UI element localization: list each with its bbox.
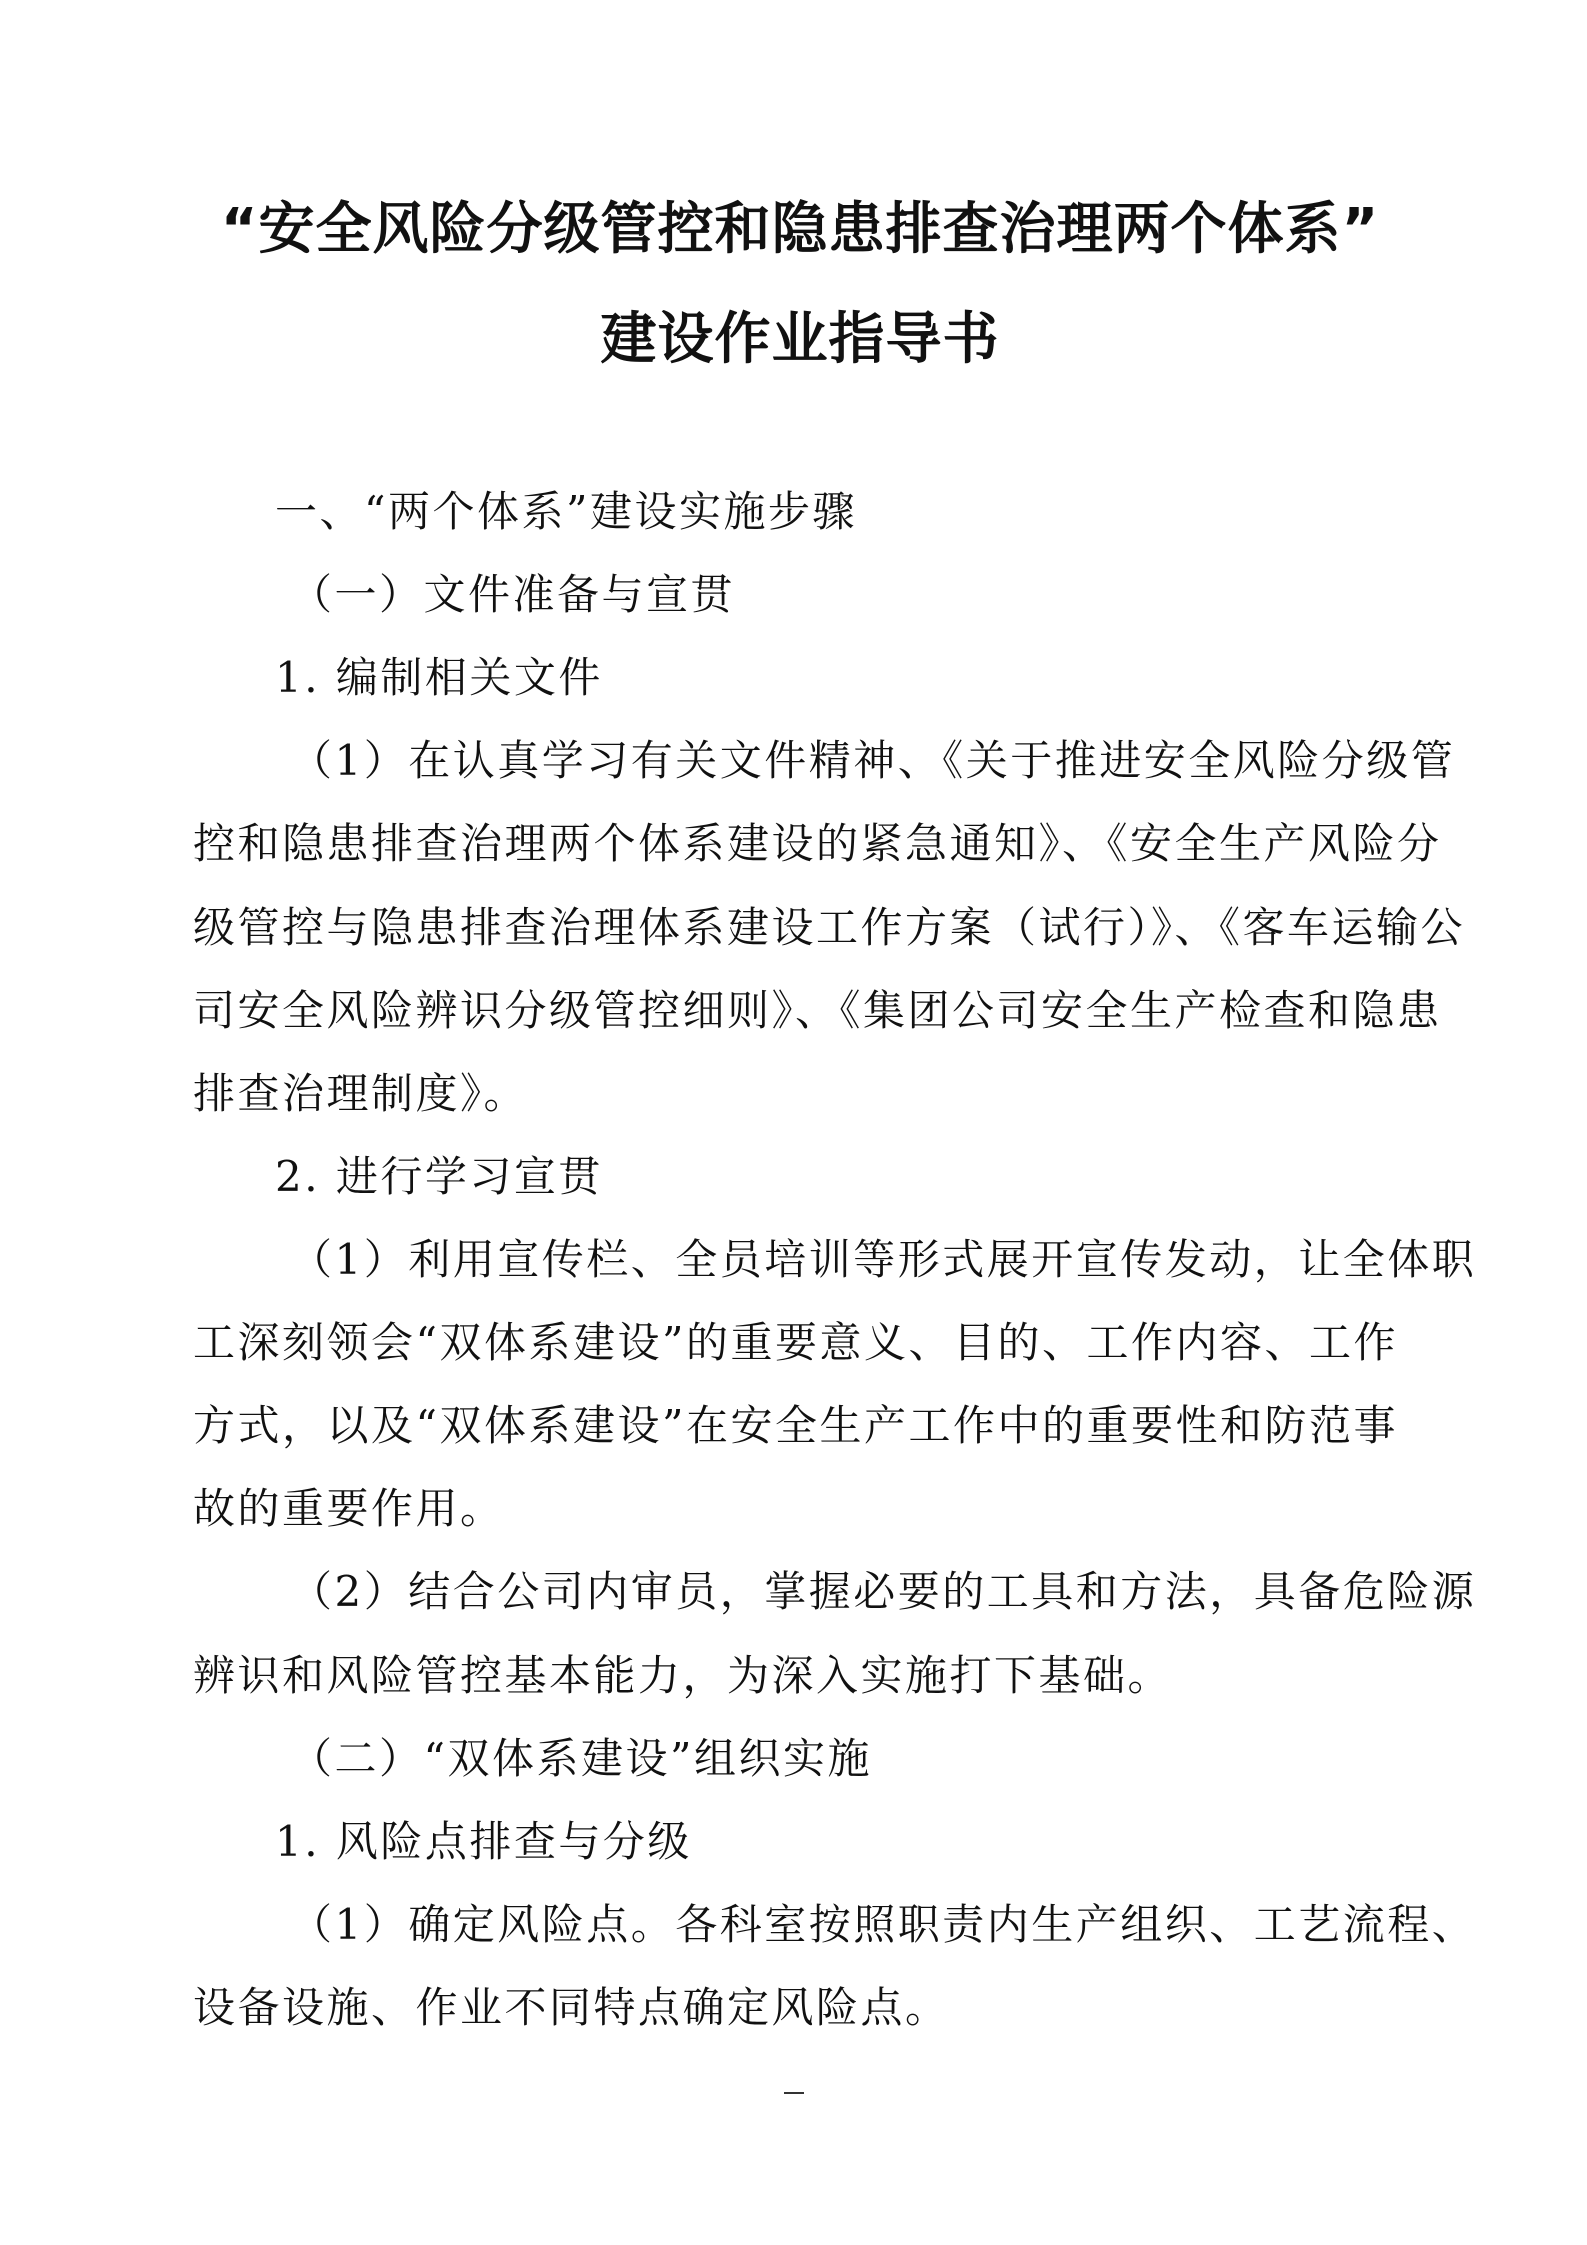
paragraph-line: 控和隐患排查治理两个体系建设的紧急通知》、《安全生产风险分 — [193, 819, 1442, 868]
paragraph-line: 排查治理制度》。 — [193, 1069, 529, 1118]
document-title-line-2: 建设作业指导书 — [600, 307, 1000, 372]
paragraph-line: 工深刻领会“双体系建设”的重要意义、目的、工作内容、工作 — [193, 1318, 1398, 1367]
subsection-heading: （一）文件准备与宣贯 — [290, 570, 736, 619]
paragraph-line: （1）确定风险点。各科室按照职责内生产组织、工艺流程、 — [290, 1900, 1477, 1949]
paragraph-line: 方式，以及“双体系建设”在安全生产工作中的重要性和防范事 — [193, 1401, 1398, 1450]
paragraph-line: 辨识和风险管控基本能力，为深入实施打下基础。 — [193, 1651, 1173, 1700]
paragraph-line: 设备设施、作业不同特点确定风险点。 — [193, 1983, 950, 2032]
item-heading: 2. 进行学习宣贯 — [275, 1152, 603, 1201]
paragraph-line: 司安全风险辨识分级管控细则》、《集团公司安全生产检查和隐患 — [193, 986, 1442, 1035]
page-footer-mark — [784, 2092, 804, 2094]
paragraph-line: （2）结合公司内审员，掌握必要的工具和方法，具备危险源 — [290, 1567, 1477, 1616]
paragraph-line: （1）利用宣传栏、全员培训等形式展开宣传发动，让全体职 — [290, 1235, 1477, 1284]
paragraph-line: 故的重要作用。 — [193, 1484, 505, 1533]
document-title-line-1: “安全风险分级管控和隐患排查治理两个体系” — [220, 197, 1380, 262]
paragraph-line: 级管控与隐患排查治理体系建设工作方案（试行）》、《客车运输公 — [193, 903, 1466, 952]
item-heading: 1. 编制相关文件 — [275, 653, 603, 702]
section-heading: 一、“两个体系”建设实施步骤 — [275, 487, 857, 536]
paragraph-line: （1）在认真学习有关文件精神、《关于推进安全风险分级管 — [290, 736, 1456, 785]
item-heading: 1. 风险点排查与分级 — [275, 1817, 692, 1866]
subsection-heading: （二）“双体系建设”组织实施 — [290, 1734, 872, 1783]
